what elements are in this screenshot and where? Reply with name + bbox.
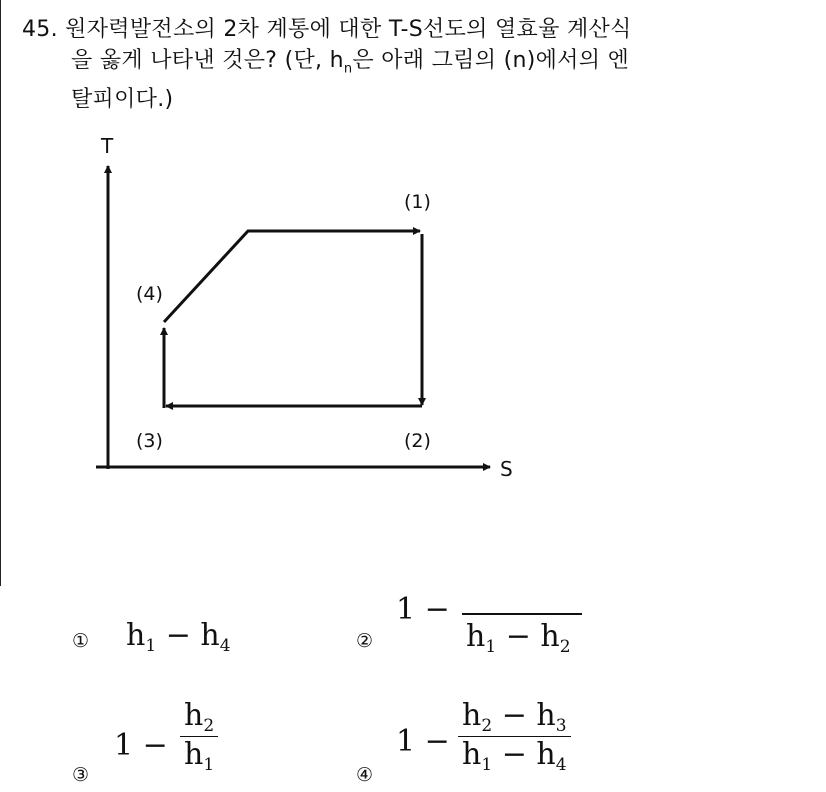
c4-den-sub-b: 4 [555,755,567,775]
c3-denominator [180,737,218,775]
point-label-3: (3) [136,430,163,452]
ts-diagram [80,124,530,494]
c2-den-h-b: h [540,619,560,654]
question-line-3: 탈피이다.) [71,87,174,113]
c1-h-a: h [126,618,146,653]
page-left-border [0,0,1,586]
c4-num-minus: − [492,698,537,733]
c2-den-minus: − [496,619,541,654]
c4-numerator [458,698,571,737]
choice-2-fraction-bar [462,613,582,615]
c3-den-sub: 1 [203,755,215,775]
c2-den-sub-a: 1 [485,637,497,657]
choice-1-number[interactable]: ① [72,630,90,652]
c4-den-sub-a: 1 [481,755,493,775]
question-text [22,14,802,115]
c1-h-b: h [200,618,220,653]
choice-4-number[interactable]: ④ [356,764,374,786]
c1-sub-a: 1 [145,636,157,656]
c4-denominator [458,737,571,775]
point-label-1: (1) [404,191,431,213]
choice-4-fraction [458,698,571,775]
choice-3-number[interactable]: ③ [72,764,90,786]
c1-minus: − [156,618,201,653]
choice-3-lead: 1 − [114,728,168,763]
c3-numerator [180,698,218,737]
question-line-1: 45. 원자력발전소의 2차 계통에 대한 T-S선도의 열효율 계산식 [22,17,632,42]
choice-3-fraction [180,698,218,775]
choice-3-formula[interactable] [180,698,218,775]
question-line-2-a: 을 옳게 나타낸 것은? (단, h [71,48,344,73]
choice-4-lead: 1 − [396,724,450,759]
s-axis-label: S [500,457,513,481]
c4-num-h-b: h [536,698,556,733]
c3-num-h: h [184,698,204,733]
c4-den-h-a: h [462,737,482,772]
choice-4-formula[interactable] [458,698,571,775]
choice-1-formula[interactable] [126,618,231,656]
c4-den-minus: − [492,737,537,772]
choice-2-denominator[interactable] [466,619,571,657]
cycle-path-4-to-1 [164,231,420,322]
c2-den-h-a: h [466,619,486,654]
choice-2-number[interactable]: ② [356,630,374,652]
c3-den-h: h [184,737,204,772]
c4-num-sub-a: 2 [481,716,493,736]
question-line-2 [22,45,802,84]
c4-num-sub-b: 3 [555,716,567,736]
choice-2-lead: 1 − [396,592,450,627]
t-axis-label: T [101,134,114,158]
question-line-2-b: 은 아래 그림의 (n)에서의 엔 [352,48,630,73]
c1-sub-b: 4 [219,636,231,656]
c3-num-sub: 2 [203,716,215,736]
c4-num-h-a: h [462,698,482,733]
c4-den-h-b: h [536,737,556,772]
c2-den-sub-b: 2 [559,637,571,657]
point-label-2: (2) [404,430,431,452]
question-subscript-n: n [343,61,353,77]
point-label-4: (4) [136,283,163,305]
